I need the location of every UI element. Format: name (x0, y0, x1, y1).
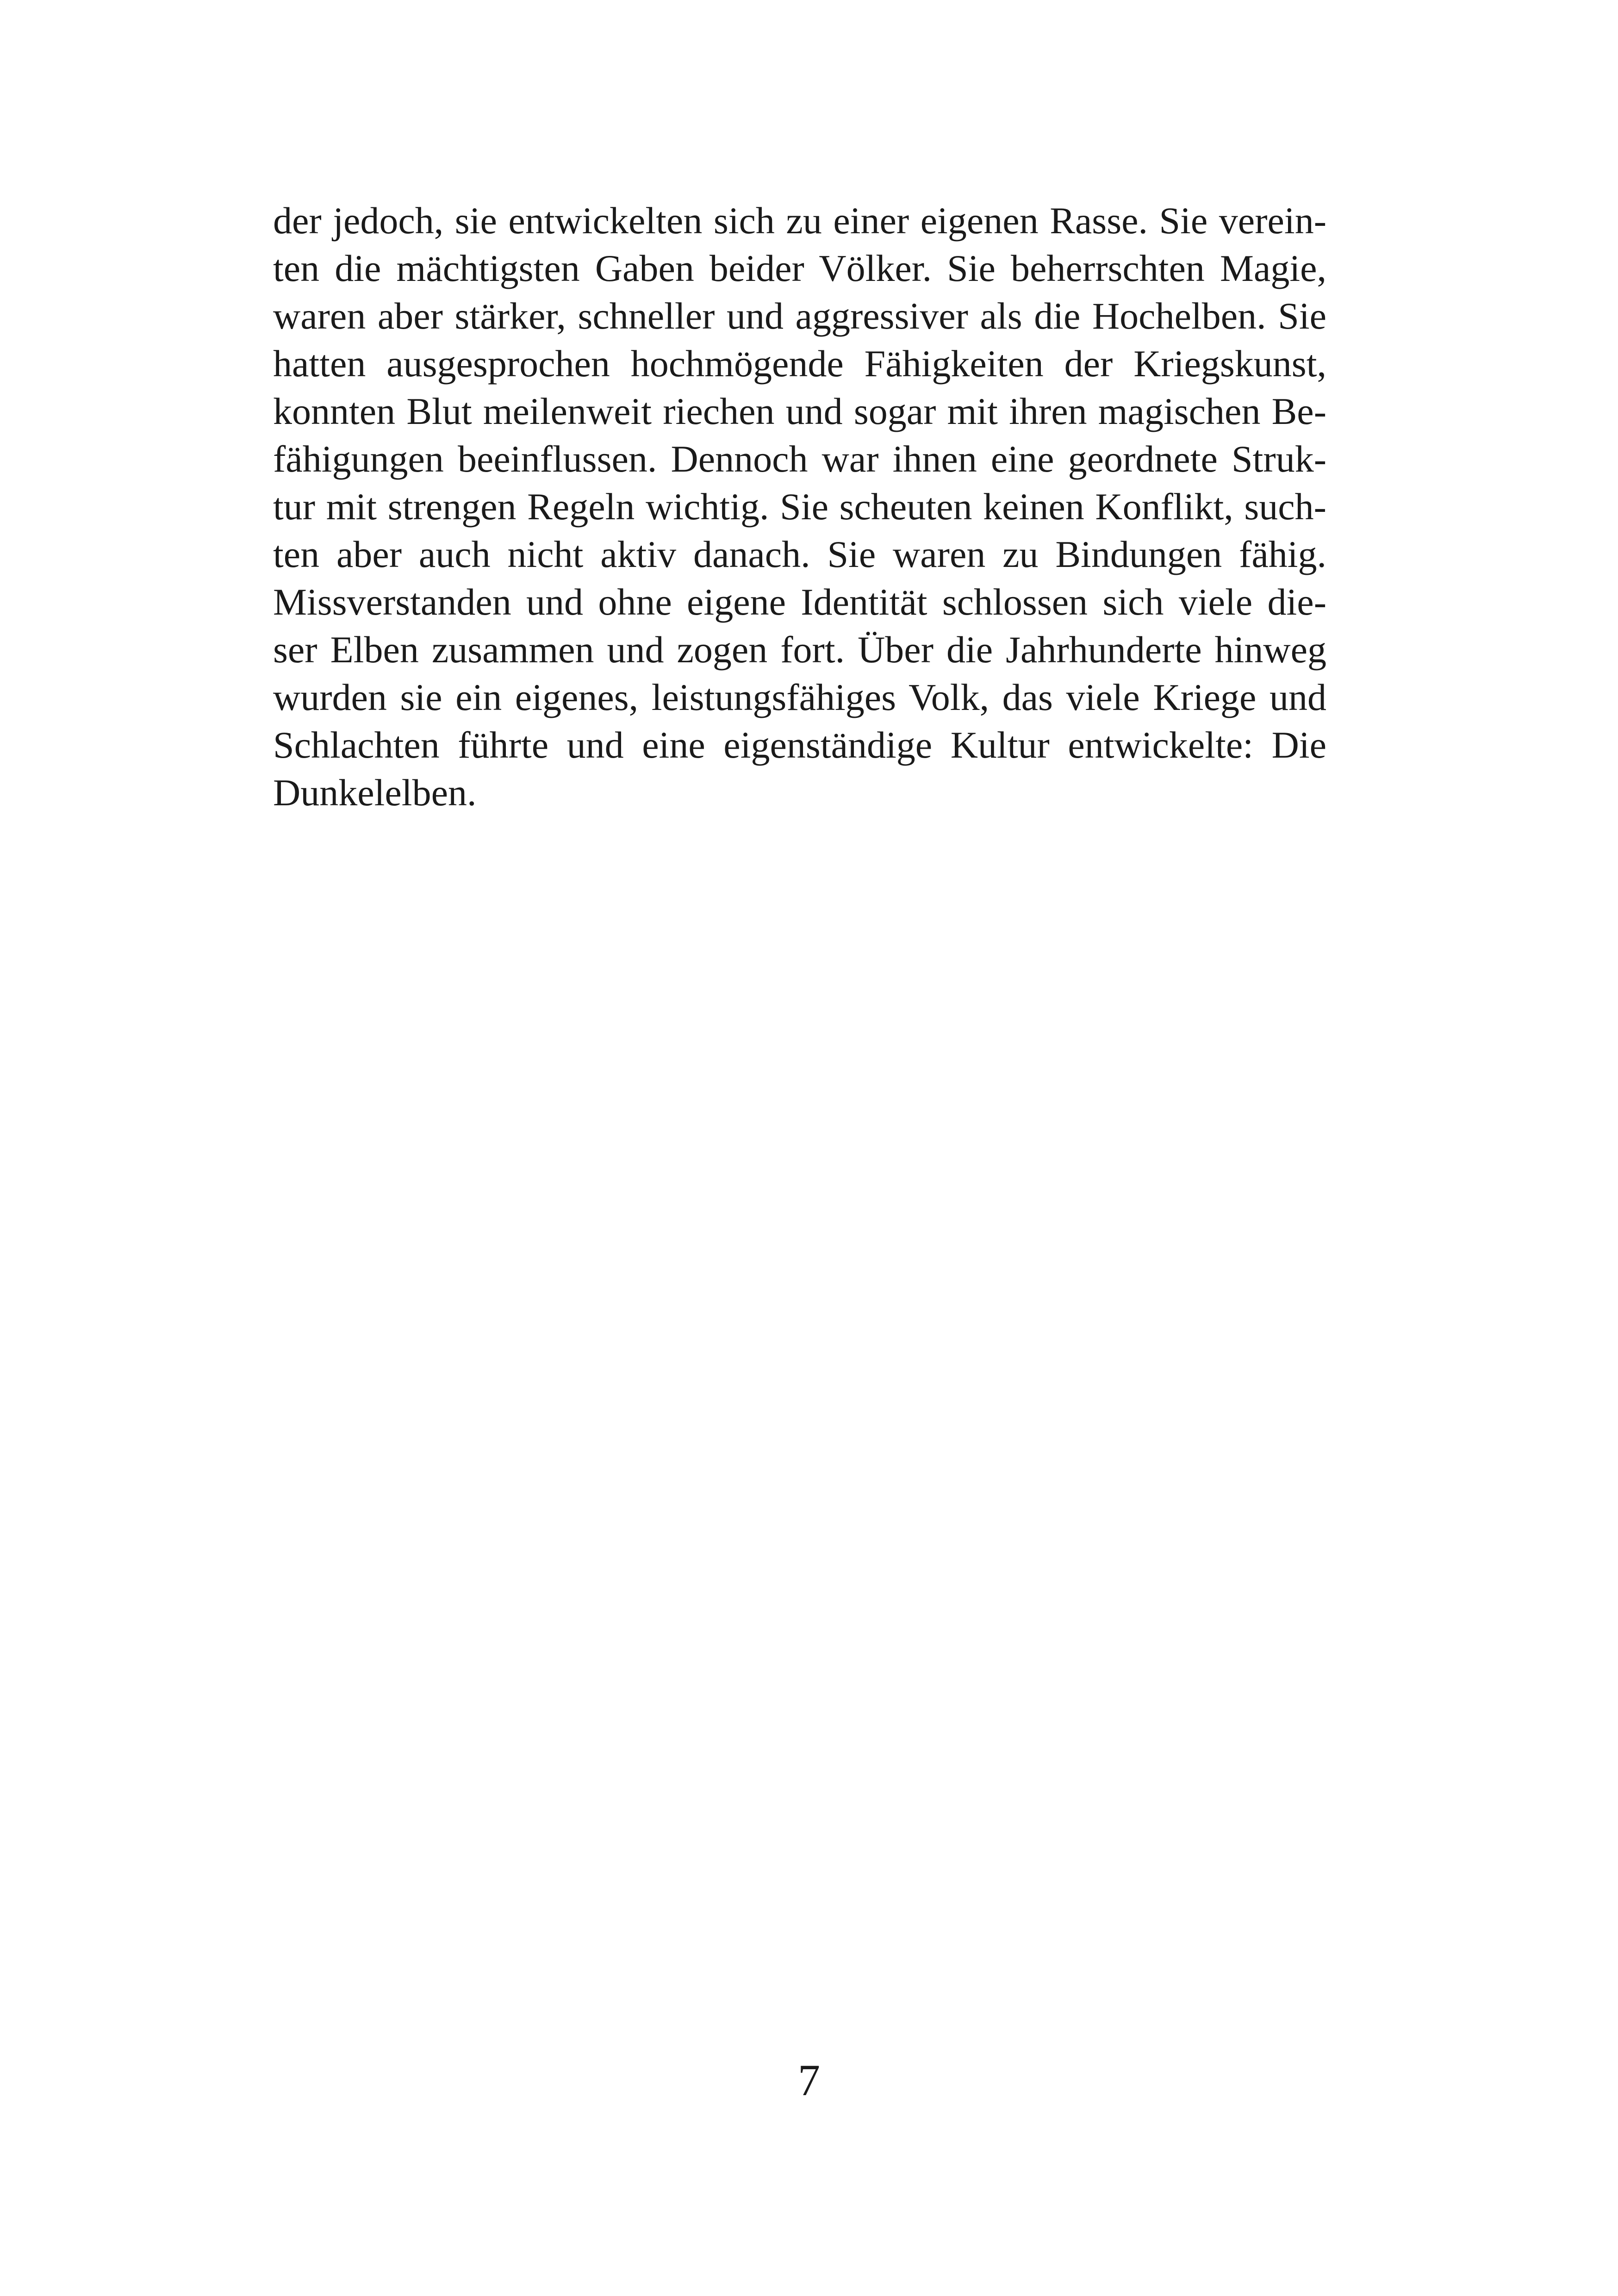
text-line: tur mit strengen Regeln wichtig. Sie scheuten keinen Konflikt, such- (273, 485, 1326, 528)
text-line: hatten ausgesprochen hochmögende Fähigkeiten der Kriegskunst, (273, 342, 1326, 385)
text-line: ten die mächtigsten Gaben beider Völker. Sie beherrschten Magie, (273, 247, 1326, 289)
text-line: waren aber stärker, schneller und aggressiver als die Hochelben. Sie (273, 295, 1326, 337)
text-line: ser Elben zusammen und zogen fort. Über die Jahrhunderte hinweg (273, 628, 1326, 671)
text-line: konnten Blut meilenweit riechen und sogar mit ihren magischen Be- (273, 390, 1326, 432)
text-line: der jedoch, sie entwickelten sich zu einer eigenen Rasse. Sie verein- (273, 199, 1326, 242)
body-paragraph (273, 197, 1326, 816)
page-number: 7 (798, 2055, 820, 2105)
text-line: ten aber auch nicht aktiv danach. Sie waren zu Bindungen fähig. (273, 533, 1326, 575)
text-line: Schlachten führte und eine eigenständige Kultur entwickelte: Die (273, 724, 1326, 766)
text-line: Dunkelelben. (273, 772, 477, 814)
text-line: wurden sie ein eigenes, leistungsfähiges Volk, das viele Kriege und (273, 676, 1326, 718)
text-line: Missverstanden und ohne eigene Identität schlossen sich viele die- (273, 581, 1326, 623)
text-line: fähigungen beeinflussen. Dennoch war ihnen eine geordnete Struk- (273, 438, 1326, 480)
